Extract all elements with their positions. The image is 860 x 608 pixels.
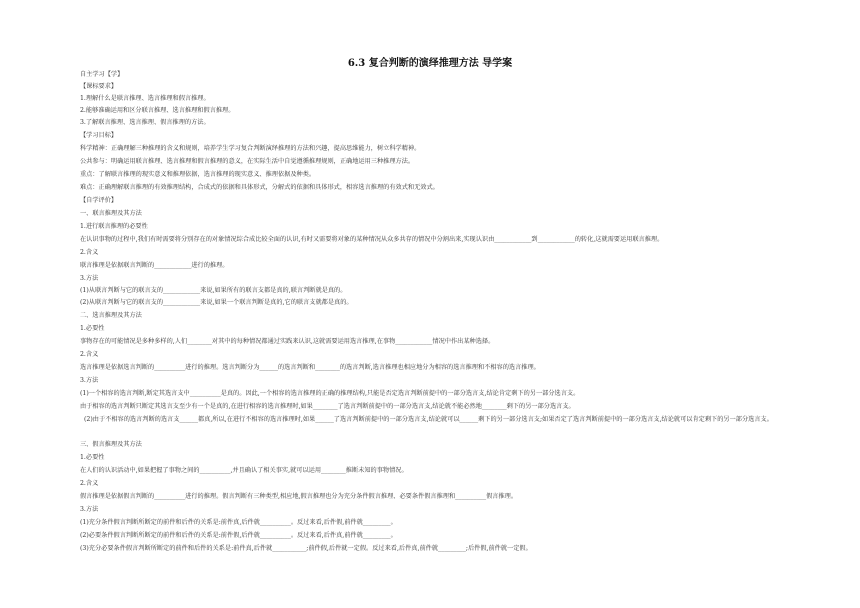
section-heading: 一、联言推理及其方法 xyxy=(80,210,142,217)
text-line: 事物存在的可能情况是多种多样的,人们________对其中的每种情况都通过实践来认识,这就需要运用选言推理,在事物____________情况中作出某种选择。 xyxy=(80,338,495,345)
subheading: 2.含义 xyxy=(80,249,99,256)
text-line: 联言推理是依据联言判断的____________进行的推理。 xyxy=(80,262,229,269)
subheading: 3.方法 xyxy=(80,377,99,384)
heading-self-evaluation: 【自学评价】 xyxy=(80,197,118,204)
text-line: 在认识事物的过程中,我们有时需要将分别存在的对象情况综合成比较全面的认识,有时又需要将对象的某种情况从众多共存的情况中分割出来,实现认识由____________到____________的转化,这就需要运用联言推理。 xyxy=(80,236,664,243)
heading-curriculum-requirements: 【课标要求】 xyxy=(80,83,118,90)
section-heading: 三、假言推理及其方法 xyxy=(80,441,142,448)
text-line: 1.理解什么是联言推理、选言推理和假言推理。 xyxy=(80,95,210,102)
section-heading-self-study: 自主学习【学】 xyxy=(80,71,124,78)
section-heading: 二、选言推理及其方法 xyxy=(80,312,142,319)
text-line: 科学精神：正确理解三种推理的含义和规则，培养学生学习复合判断演绎推理的方法和兴趣，提高思维能力，树立科学精神。 xyxy=(80,145,421,152)
text-line: 公共参与：明确运用联言推理、选言推理和假言推理的意义，在实际生活中自觉遵循推理规则，正确地运用三种推理方法。 xyxy=(80,158,415,165)
text-line: (1)从联言判断与它的联言支的____________来说,如果所有的联言支都是真的,联言判断就是真的。 xyxy=(80,287,347,294)
text-line: 2.能够准确运用和区分联言推理、选言推理和假言推理。 xyxy=(80,107,235,114)
text-line: 重点：了解联言推理的现实意义和推理依据，选言推理的现实意义、推理依据及种类。 xyxy=(80,171,316,178)
heading-learning-goals: 【学习目标】 xyxy=(80,132,118,139)
text-line: 由于相容的选言判断只断定其选言支至少有一个是真的,在进行相容的选言推理时,如果________了选言判断前提中的一部分选言支,结论就不能必然地________剩下的另一部分选言支。 xyxy=(80,403,575,410)
text-line: 选言推理是依据选言判断的__________进行的推理。选言判断分为______的选言判断和________的选言判断,选言推理也相应地分为相容的选言推理和不相容的选言推理。 xyxy=(80,364,540,371)
page-title: 6.3 复合判断的演绎推理方法 导学案 xyxy=(347,58,513,69)
subheading: 2.含义 xyxy=(80,480,99,487)
subheading: 3.方法 xyxy=(80,275,99,282)
text-line: 3.了解联言推理、选言推理、假言推理的方法。 xyxy=(80,119,210,126)
subheading: 2.含义 xyxy=(80,351,99,358)
subheading: 3.方法 xyxy=(80,506,99,513)
text-line: (3)充分必要条件假言判断所断定的前件和后件的关系是:前件真,后件就___________;前件假,后件就一定假。反过来看,后件真,前件就_________;后件假,前件就一定假。 xyxy=(80,545,532,552)
subheading: 1.进行联言推理的必要性 xyxy=(80,223,148,230)
text-line: (1)充分条件假言判断所断定的前件和后件的关系是:前件真,后件就__________。反过来看,后件假,前件就_________。 xyxy=(80,519,397,526)
text-line: 难点：正确理解联言推理的有效推理结构，合成式的依据和具体形式，分解式的依据和具体形式，相容选言推理的有效式和无效式。 xyxy=(80,184,439,191)
text-line: 假言推理是依据假言判断的__________进行的推理。假言判断有三种类型,相应地,假言推理也分为充分条件假言推理、必要条件假言推理和__________假言推理。 xyxy=(80,493,518,500)
text-line: (2)由于不相容的选言判断的选言支______都真,所以,在进行不相容的选言推理时,如果______了选言判断前提中的一部分选言支,结论就可以______剩下的另一部分选言支;如果否定了选言判断前提中的一部分选言支,结论就可以肯定剩下的另一部分选言支。 xyxy=(84,416,773,423)
text-line: (2)必要条件假言判断所断定的前件和后件的关系是:前件假,后件就__________。反过来看,后件真,前件就_________。 xyxy=(80,532,397,539)
text-line: 在人们的认识活动中,如果把握了事物之间的__________,并且确认了相关事实,就可以运用________推断未知的事物情况。 xyxy=(80,467,408,474)
text-line: (2)从联言判断与它的联言支的____________来说,如果一个联言判断是真的,它的联言支就都是真的。 xyxy=(80,299,353,306)
text-line: (1)一个相容的选言判断,断定其选言支中__________是真的。因此,一个相容的选言推理的正确的推理结构,只能是否定选言判断前提中的一部分选言支,结论肯定剩下的另一部分选言支。 xyxy=(80,390,580,397)
subheading: 1.必要性 xyxy=(80,325,105,332)
subheading: 1.必要性 xyxy=(80,454,105,461)
